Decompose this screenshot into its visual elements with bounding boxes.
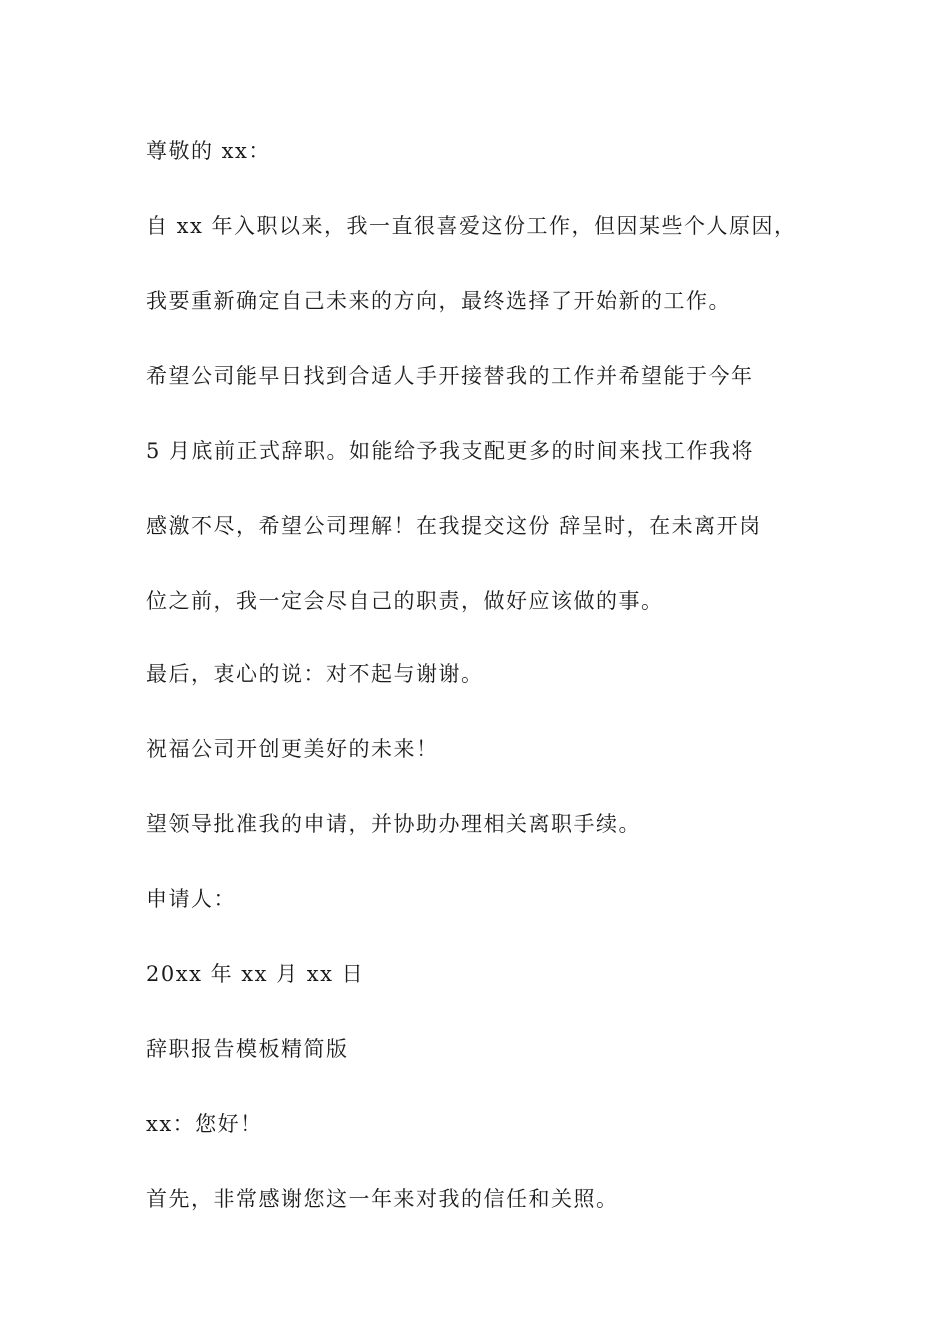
paragraph-line: 望领导批准我的申请，并协助办理相关离职手续。: [146, 812, 641, 836]
paragraph-line: 感激不尽，希望公司理解！在我提交这份 辞呈时，在未离开岗: [146, 514, 762, 538]
date-line: 20xx 年 xx 月 xx 日: [146, 962, 365, 986]
salutation: 尊敬的 xx：: [146, 139, 271, 163]
paragraph-line: 位之前，我一定会尽自己的职责，做好应该做的事。: [146, 589, 664, 613]
paragraph-line: 我要重新确定自己未来的方向，最终选择了开始新的工作。: [146, 289, 731, 313]
paragraph-line: 希望公司能早日找到合适人手开接替我的工作并希望能于今年: [146, 364, 754, 388]
paragraph-line: 5 月底前正式辞职。如能给予我支配更多的时间来找工作我将: [146, 439, 755, 463]
paragraph-line: 首先，非常感谢您这一年来对我的信任和关照。: [146, 1187, 619, 1211]
applicant-label: 申请人：: [146, 887, 236, 911]
salutation: xx：您好！: [146, 1112, 263, 1136]
paragraph-line: 祝福公司开创更美好的未来！: [146, 737, 439, 761]
paragraph-line: 最后，衷心的说：对不起与谢谢。: [146, 662, 484, 686]
paragraph-line: 自 xx 年入职以来，我一直很喜爱这份工作，但因某些个人原因，: [146, 214, 797, 238]
section-title: 辞职报告模板精简版: [146, 1037, 349, 1061]
